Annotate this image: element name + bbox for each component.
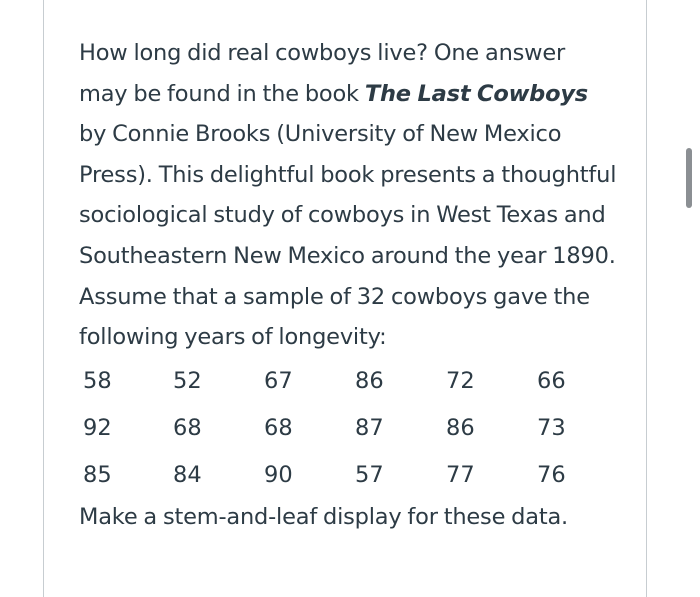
table-cell: 90 xyxy=(264,462,293,489)
table-cell: 72 xyxy=(446,368,475,395)
content-right-border xyxy=(646,0,647,597)
task-instruction: Make a stem-and-leaf display for these data. xyxy=(79,503,569,530)
problem-intro-continued: by Connie Brooks (University of New Mexico Press). This delightful book presents a thoughtful sociological study of cowboys in West Texas and Southeastern New Mexico around the year 1890. Assume that a sample of 32 cowboys gave the following years of longevity: xyxy=(79,121,617,351)
table-cell: 87 xyxy=(355,415,384,442)
content-left-border xyxy=(43,0,44,597)
table-cell: 68 xyxy=(264,415,293,442)
table-cell: 76 xyxy=(537,462,566,489)
table-cell: 68 xyxy=(173,415,202,442)
problem-statement xyxy=(79,33,619,358)
table-cell: 57 xyxy=(355,462,384,489)
table-row xyxy=(83,358,577,405)
problem-intro: How long did real cowboys live? One answer may be found in the book xyxy=(79,40,566,107)
table-row xyxy=(83,405,577,452)
table-cell: 92 xyxy=(83,415,112,442)
table-cell: 85 xyxy=(83,462,112,489)
table-cell: 73 xyxy=(537,415,566,442)
table-cell: 84 xyxy=(173,462,202,489)
longevity-data-table xyxy=(83,358,577,499)
table-cell: 66 xyxy=(537,368,566,395)
table-cell: 77 xyxy=(446,462,475,489)
table-cell: 58 xyxy=(83,368,112,395)
table-cell: 86 xyxy=(446,415,475,442)
table-row xyxy=(83,452,577,499)
table-cell: 67 xyxy=(264,368,293,395)
table-cell: 52 xyxy=(173,368,202,395)
table-cell: 86 xyxy=(355,368,384,395)
book-title: The Last Cowboys xyxy=(364,80,588,107)
question-content xyxy=(79,33,619,535)
scrollbar-thumb[interactable] xyxy=(686,148,692,208)
